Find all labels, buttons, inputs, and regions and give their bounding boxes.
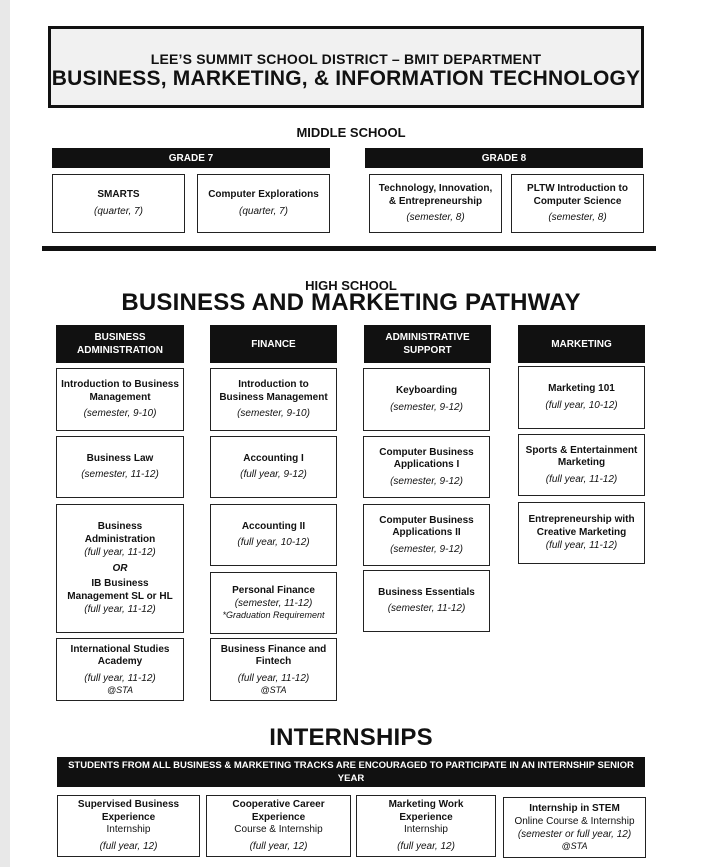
internship-type: Course & Internship bbox=[234, 824, 323, 836]
high-school-label: HIGH SCHOOL bbox=[305, 278, 397, 293]
course-detail: (quarter, 7) bbox=[94, 205, 143, 217]
course-card bbox=[511, 174, 644, 233]
course-card bbox=[518, 502, 645, 564]
course-title: IB Business Management SL or HL bbox=[67, 578, 173, 602]
course-card bbox=[363, 436, 490, 498]
course-card bbox=[210, 638, 337, 701]
column-header-marketing: MARKETING bbox=[518, 325, 645, 363]
or-label: OR bbox=[112, 563, 128, 574]
internship-title: Supervised Business Experience bbox=[77, 799, 180, 823]
internship-title: Internship in STEM bbox=[529, 803, 620, 814]
column-header-finance: FINANCE bbox=[210, 325, 337, 363]
course-note: @STA bbox=[107, 684, 133, 695]
course-title: PLTW Introduction to Computer Science bbox=[527, 183, 628, 207]
course-note: @STA bbox=[260, 684, 287, 695]
course-detail: (semester, 9-10) bbox=[237, 408, 310, 419]
internship-note: @STA bbox=[561, 841, 588, 851]
course-detail: (full year, 10-12) bbox=[237, 537, 310, 549]
course-title: Business Essentials bbox=[378, 586, 475, 598]
course-detail: (semester, 8) bbox=[406, 212, 465, 223]
internship-type: Internship bbox=[404, 824, 448, 836]
course-title: Sports & Entertainment Marketing bbox=[525, 444, 638, 468]
course-detail: (full year, 11-12) bbox=[84, 604, 156, 615]
course-title: Technology, Innovation, & Entrepreneurship bbox=[378, 183, 493, 207]
course-card bbox=[56, 368, 184, 431]
course-detail: (full year, 11-12) bbox=[84, 672, 156, 684]
course-card bbox=[210, 572, 337, 634]
course-card bbox=[210, 436, 337, 498]
internship-detail: (full year, 12) bbox=[99, 840, 158, 852]
course-title: SMARTS bbox=[97, 189, 140, 201]
course-detail: (semester, 8) bbox=[548, 212, 607, 223]
internship-type: Internship bbox=[106, 824, 151, 836]
internship-card bbox=[503, 797, 646, 858]
course-detail: (quarter, 7) bbox=[239, 205, 288, 217]
course-card bbox=[518, 434, 645, 496]
header-title: BUSINESS, MARKETING, & INFORMATION TECHNOLOGY bbox=[51, 67, 641, 90]
course-title: Entrepreneurship with Creative Marketing bbox=[528, 514, 635, 538]
course-card bbox=[52, 174, 185, 233]
internship-card bbox=[57, 795, 200, 857]
course-title: Introduction to Business Management bbox=[61, 379, 179, 403]
course-title: Keyboarding bbox=[395, 385, 458, 397]
course-detail: (semester, 11-12) bbox=[81, 469, 159, 481]
course-card bbox=[56, 504, 184, 633]
course-title: Accounting II bbox=[241, 520, 306, 532]
grade8-bar: GRADE 8 bbox=[365, 148, 643, 168]
column-header-business-administration: BUSINESS ADMINISTRATION bbox=[56, 325, 184, 363]
course-detail: (semester, 11-12) bbox=[234, 598, 313, 610]
course-detail: (full year, 11-12) bbox=[84, 547, 156, 558]
course-detail: (full year, 11-12) bbox=[545, 473, 618, 485]
course-detail: (semester, 11-12) bbox=[387, 603, 466, 615]
course-title: International Studies Academy bbox=[70, 643, 170, 667]
pathway-title: BUSINESS AND MARKETING PATHWAY bbox=[121, 289, 581, 316]
column-header-administrative-support: ADMINISTRATIVE SUPPORT bbox=[364, 325, 491, 363]
course-detail: (full year, 9-12) bbox=[240, 469, 307, 481]
course-title: Business Administration bbox=[84, 521, 156, 545]
course-card bbox=[56, 436, 184, 498]
course-card bbox=[363, 368, 490, 431]
internship-detail: (full year, 12) bbox=[397, 840, 455, 852]
course-card bbox=[210, 368, 337, 431]
course-detail: (full year, 11-12) bbox=[237, 672, 310, 684]
course-title: Computer Explorations bbox=[208, 189, 319, 201]
course-title: Introduction to Business Management bbox=[219, 379, 328, 403]
header-box bbox=[48, 26, 644, 108]
internship-detail: (full year, 12) bbox=[249, 840, 308, 852]
course-detail: (semester, 9-12) bbox=[390, 475, 463, 487]
course-card bbox=[518, 366, 645, 429]
internship-title: Cooperative Career Experience bbox=[232, 799, 325, 823]
middle-school-label: MIDDLE SCHOOL bbox=[296, 125, 406, 140]
course-note: *Graduation Requirement bbox=[222, 610, 325, 621]
course-detail: (full year, 10-12) bbox=[545, 399, 618, 411]
course-title: Computer Business Applications II bbox=[379, 514, 474, 538]
internship-detail: (semester or full year, 12) bbox=[517, 829, 632, 840]
course-card bbox=[56, 638, 184, 701]
course-card bbox=[210, 504, 337, 566]
internship-card bbox=[206, 795, 351, 857]
header-subtitle: LEE’S SUMMIT SCHOOL DISTRICT – BMIT DEPARTMENT bbox=[150, 51, 542, 67]
internship-card bbox=[356, 795, 496, 857]
grade7-bar: GRADE 7 bbox=[52, 148, 330, 168]
internships-title: INTERNSHIPS bbox=[269, 724, 433, 751]
course-title: Business Finance and Fintech bbox=[220, 643, 327, 667]
course-detail: (semester, 9-10) bbox=[83, 408, 157, 419]
course-title: Marketing 101 bbox=[548, 383, 615, 395]
course-title: Computer Business Applications I bbox=[379, 446, 474, 470]
internships-banner: STUDENTS FROM ALL BUSINESS & MARKETING TRACKS ARE ENCOURAGED TO PARTICIPATE IN AN INTERNSHIP SENIOR YEAR bbox=[57, 757, 645, 787]
internship-type: Online Course & Internship bbox=[514, 815, 635, 827]
course-detail: (semester, 9-12) bbox=[390, 401, 463, 413]
internship-title: Marketing Work Experience bbox=[388, 799, 464, 823]
course-card bbox=[363, 570, 490, 632]
course-card bbox=[363, 504, 490, 566]
section-divider bbox=[42, 246, 656, 251]
course-detail: (full year, 11-12) bbox=[545, 540, 618, 551]
course-detail: (semester, 9-12) bbox=[390, 543, 463, 555]
course-card bbox=[369, 174, 502, 233]
course-title: Accounting I bbox=[243, 452, 304, 464]
course-card bbox=[197, 174, 330, 233]
course-title: Business Law bbox=[86, 452, 154, 464]
course-title: Personal Finance bbox=[232, 584, 315, 596]
